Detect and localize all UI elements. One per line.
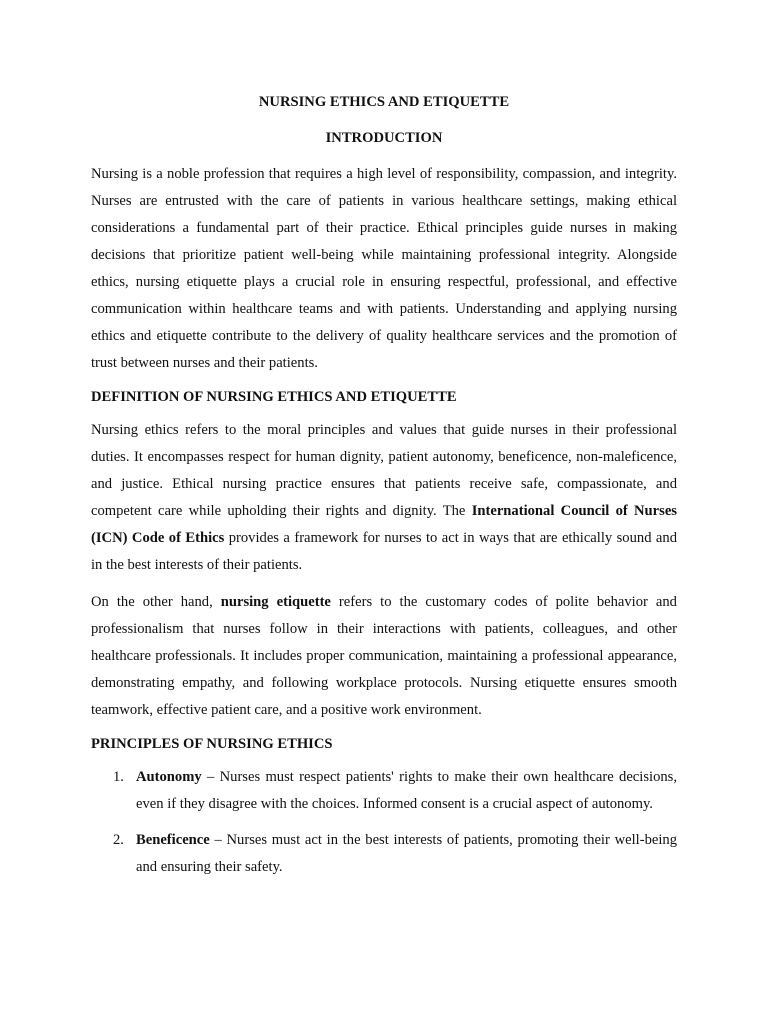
list-item	[91, 827, 677, 881]
principles-list	[91, 764, 677, 881]
nursing-etiquette-bold: nursing etiquette	[220, 594, 331, 610]
etiquette-text-after: refers to the customary codes of polite behavior and professionalism that nurses follow in their interactions with patients, colleagues, and other healthcare professionals. It includes proper communication, maintaining a professional appearance, demonstrating empathy, and following workplace protocols. Nursing etiquette ensures smooth teamwork, effective patient care, and a positive work environment.	[91, 594, 677, 718]
etiquette-paragraph	[91, 589, 677, 724]
principles-heading: PRINCIPLES OF NURSING ETHICS	[91, 736, 333, 752]
list-item	[91, 764, 677, 818]
ethics-text-after: provides a framework for nurses to act in ways that are ethically sound and in the best interests of their patients.	[91, 530, 677, 573]
definition-heading: DEFINITION OF NURSING ETHICS AND ETIQUETTE	[91, 389, 457, 405]
intro-paragraph: Nursing is a noble profession that requires a high level of responsibility, compassion, and integrity. Nurses are entrusted with the care of patients in various healthcare settings, making ethical considerations a fundamental part of their practice. Ethical principles guide nurses in making decisions that prioritize patient well-being while maintaining professional integrity. Alongside ethics, nursing etiquette plays a crucial role in ensuring respectful, professional, and effective communication within healthcare teams and with patients. Understanding and applying nursing ethics and etiquette contribute to the delivery of quality healthcare services and the promotion of trust between nurses and their patients.	[91, 166, 677, 371]
document-body	[91, 92, 677, 890]
document-title: NURSING ETHICS AND ETIQUETTE	[258, 94, 510, 110]
icn-code-bold: International Council of Nurses (ICN) Code of Ethics	[91, 503, 677, 546]
list-item-text: – Nurses must act in the best interests of patients, promoting their well-being and ensuring their safety.	[136, 832, 677, 875]
introduction-heading: INTRODUCTION	[325, 130, 443, 146]
list-item-term: Autonomy	[136, 769, 202, 785]
list-item-number: 1.	[113, 769, 124, 785]
etiquette-text-before: On the other hand,	[91, 594, 221, 610]
list-item-text: – Nurses must respect patients' rights to make their own healthcare decisions, even if they disagree with the choices. Informed consent is a crucial aspect of autonomy.	[136, 769, 677, 812]
ethics-paragraph	[91, 417, 677, 579]
ethics-text-before: Nursing ethics refers to the moral principles and values that guide nurses in their professional duties. It encompasses respect for human dignity, patient autonomy, beneficence, non-maleficence, and justice. Ethical nursing practice ensures that patients receive safe, compassionate, and competent care while upholding their rights and dignity. The	[91, 422, 677, 519]
list-item-term: Beneficence	[136, 832, 210, 848]
list-item-number: 2.	[113, 832, 124, 848]
